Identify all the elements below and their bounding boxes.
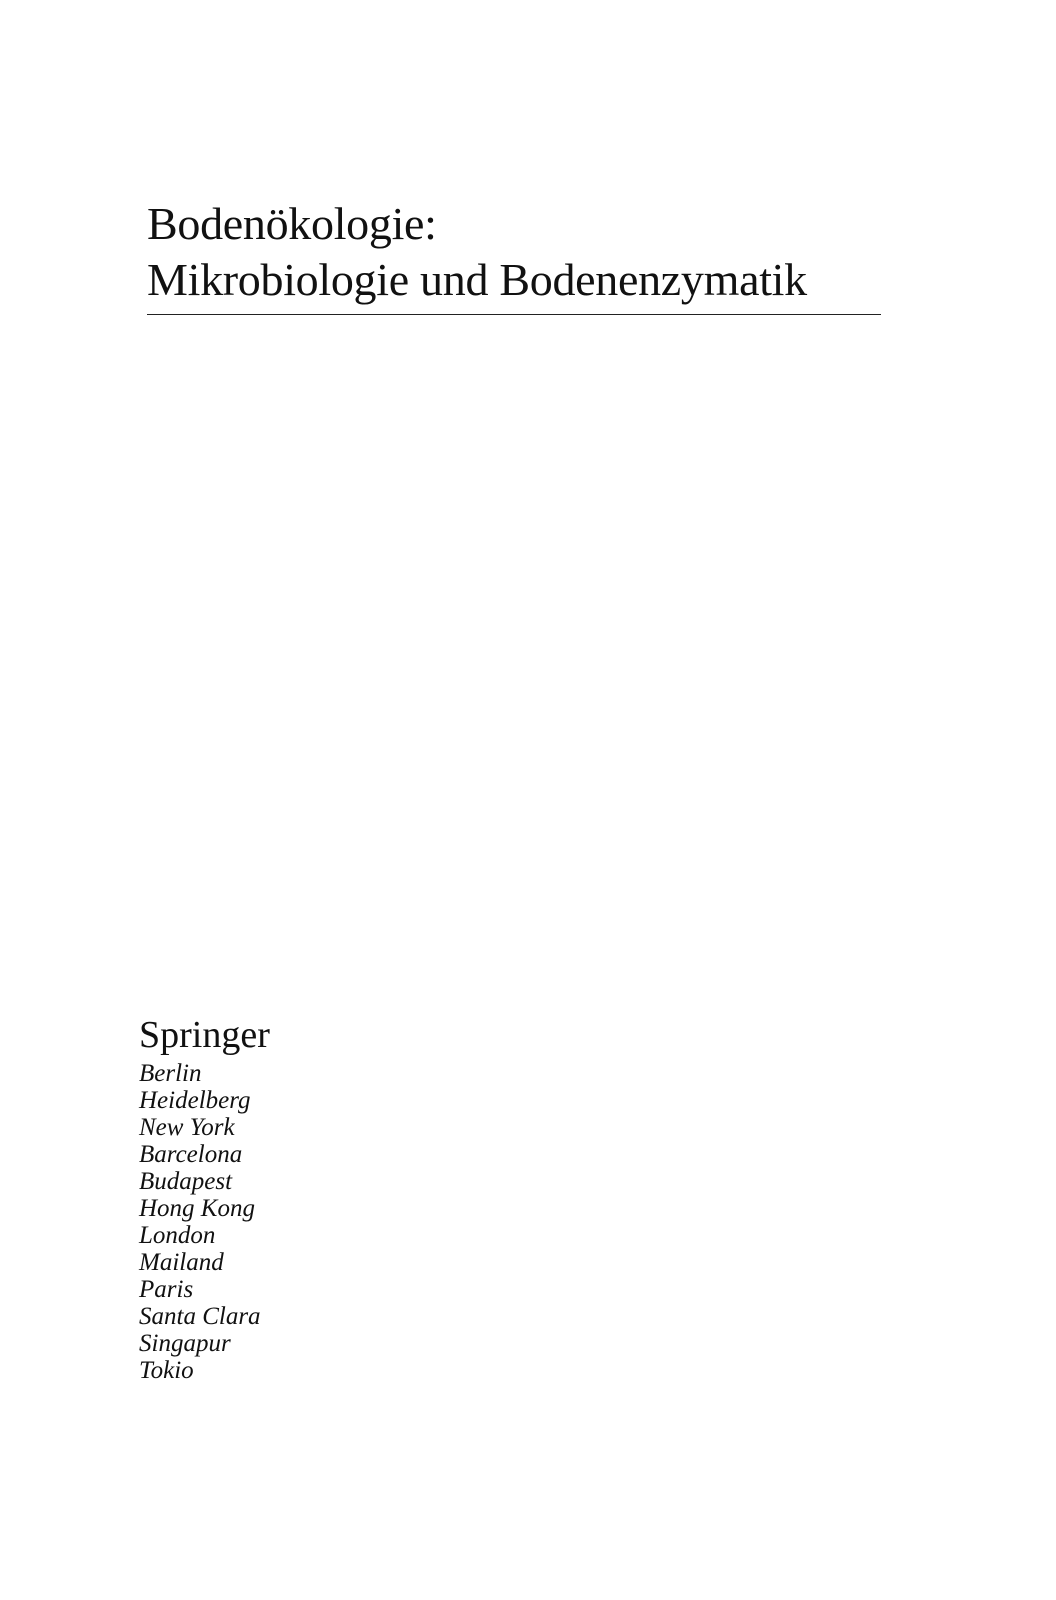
city-item: Paris xyxy=(139,1276,194,1303)
publisher-block xyxy=(139,1012,270,1384)
city-item: Barcelona xyxy=(139,1141,243,1168)
city-item: Heidelberg xyxy=(139,1087,251,1114)
title-underline-rule xyxy=(147,314,881,315)
city-item: New York xyxy=(139,1114,235,1141)
city-item: Berlin xyxy=(139,1060,202,1087)
city-item: Santa Clara xyxy=(139,1303,261,1330)
publisher-cities-list xyxy=(139,1060,270,1384)
city-item: Tokio xyxy=(139,1357,194,1384)
book-title xyxy=(147,196,881,308)
publisher-name: Springer xyxy=(139,1014,270,1056)
title-line-2: Mikrobiologie und Bodenenzymatik xyxy=(147,254,807,305)
city-item: Singapur xyxy=(139,1330,231,1357)
city-item: London xyxy=(139,1222,216,1249)
title-line-1: Bodenökologie: xyxy=(147,198,437,249)
city-item: Budapest xyxy=(139,1168,233,1195)
city-item: Hong Kong xyxy=(139,1195,255,1222)
city-item: Mailand xyxy=(139,1249,224,1276)
